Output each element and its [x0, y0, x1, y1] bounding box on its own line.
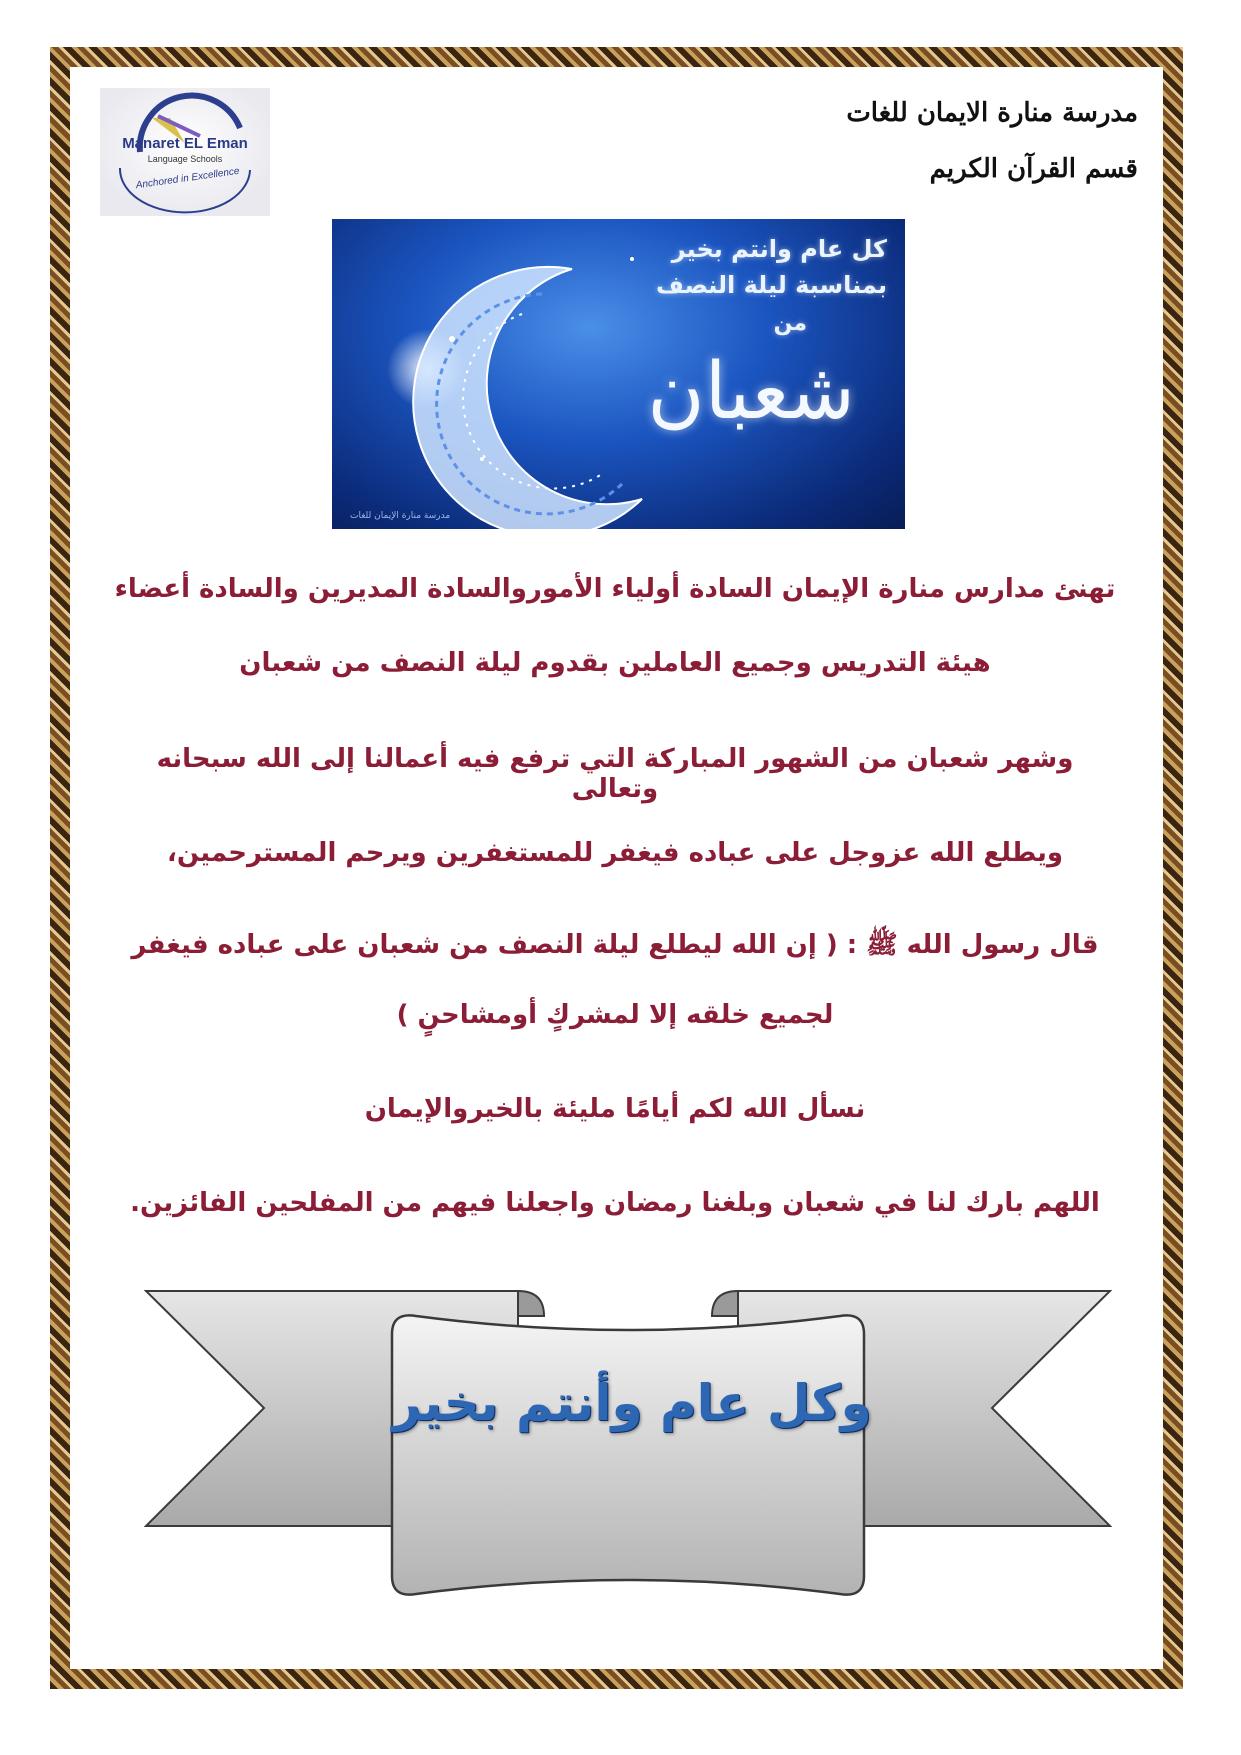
- banner-occasion-line: بمناسبة ليلة النصف: [656, 271, 887, 299]
- message-p1-line1: تهنئ مدارس منارة الإيمان السادة أولياء الأموروالسادة المديرين والسادة أعضاء: [114, 574, 1116, 604]
- message-p5: نسأل الله لكم أيامًا مليئة بالخيروالإيمان: [364, 1094, 866, 1124]
- logo-name: Manaret EL Eman: [122, 135, 248, 152]
- message-p6: اللهم بارك لنا في شعبان وبلغنا رمضان واجعلنا فيهم من المفلحين الفائزين.: [130, 1188, 1100, 1218]
- school-header: [846, 85, 1138, 197]
- message-hadith-line1: قال رسول الله ﷺ : ( إن الله ليطلع ليلة النصف من شعبان على عباده فيغفر: [131, 930, 1099, 960]
- banner-greeting-line: كل عام وانتم بخير: [671, 235, 887, 263]
- message-hadith-line2: لجميع خلقه إلا لمشركٍ أومشاحنٍ ): [396, 1000, 834, 1030]
- department-name: قسم القرآن الكريم: [929, 154, 1138, 184]
- message-p1-line2: هيئة التدريس وجميع العاملين بقدوم ليلة النصف من شعبان: [239, 648, 991, 678]
- logo-subtitle: Language Schools: [147, 154, 223, 164]
- message-p2: وشهر شعبان من الشهور المباركة التي ترفع فيه أعمالنا إلى الله سبحانه وتعالى: [156, 744, 1074, 804]
- logo-graphic: [100, 88, 270, 216]
- school-name: مدرسة منارة الايمان للغات: [846, 98, 1138, 128]
- shaban-greeting-image: [332, 219, 905, 529]
- message-p3: ويطلع الله عزوجل على عباده فيغفر للمستغفرين ويرحم المسترحمين،: [166, 838, 1064, 868]
- banner-credit: مدرسة منارة الإيمان للغات: [350, 511, 451, 521]
- school-logo: [100, 88, 270, 216]
- banner-shaban-word: شعبان: [647, 347, 855, 437]
- ribbon-greeting-text: وكل عام وأنتم بخير: [392, 1374, 872, 1432]
- banner-from-word: من: [773, 311, 807, 336]
- ribbon-banner: [144, 1286, 1112, 1616]
- ribbon-shape-icon: [144, 1286, 1112, 1616]
- logo-tagline: Anchored in Excellence: [135, 165, 241, 192]
